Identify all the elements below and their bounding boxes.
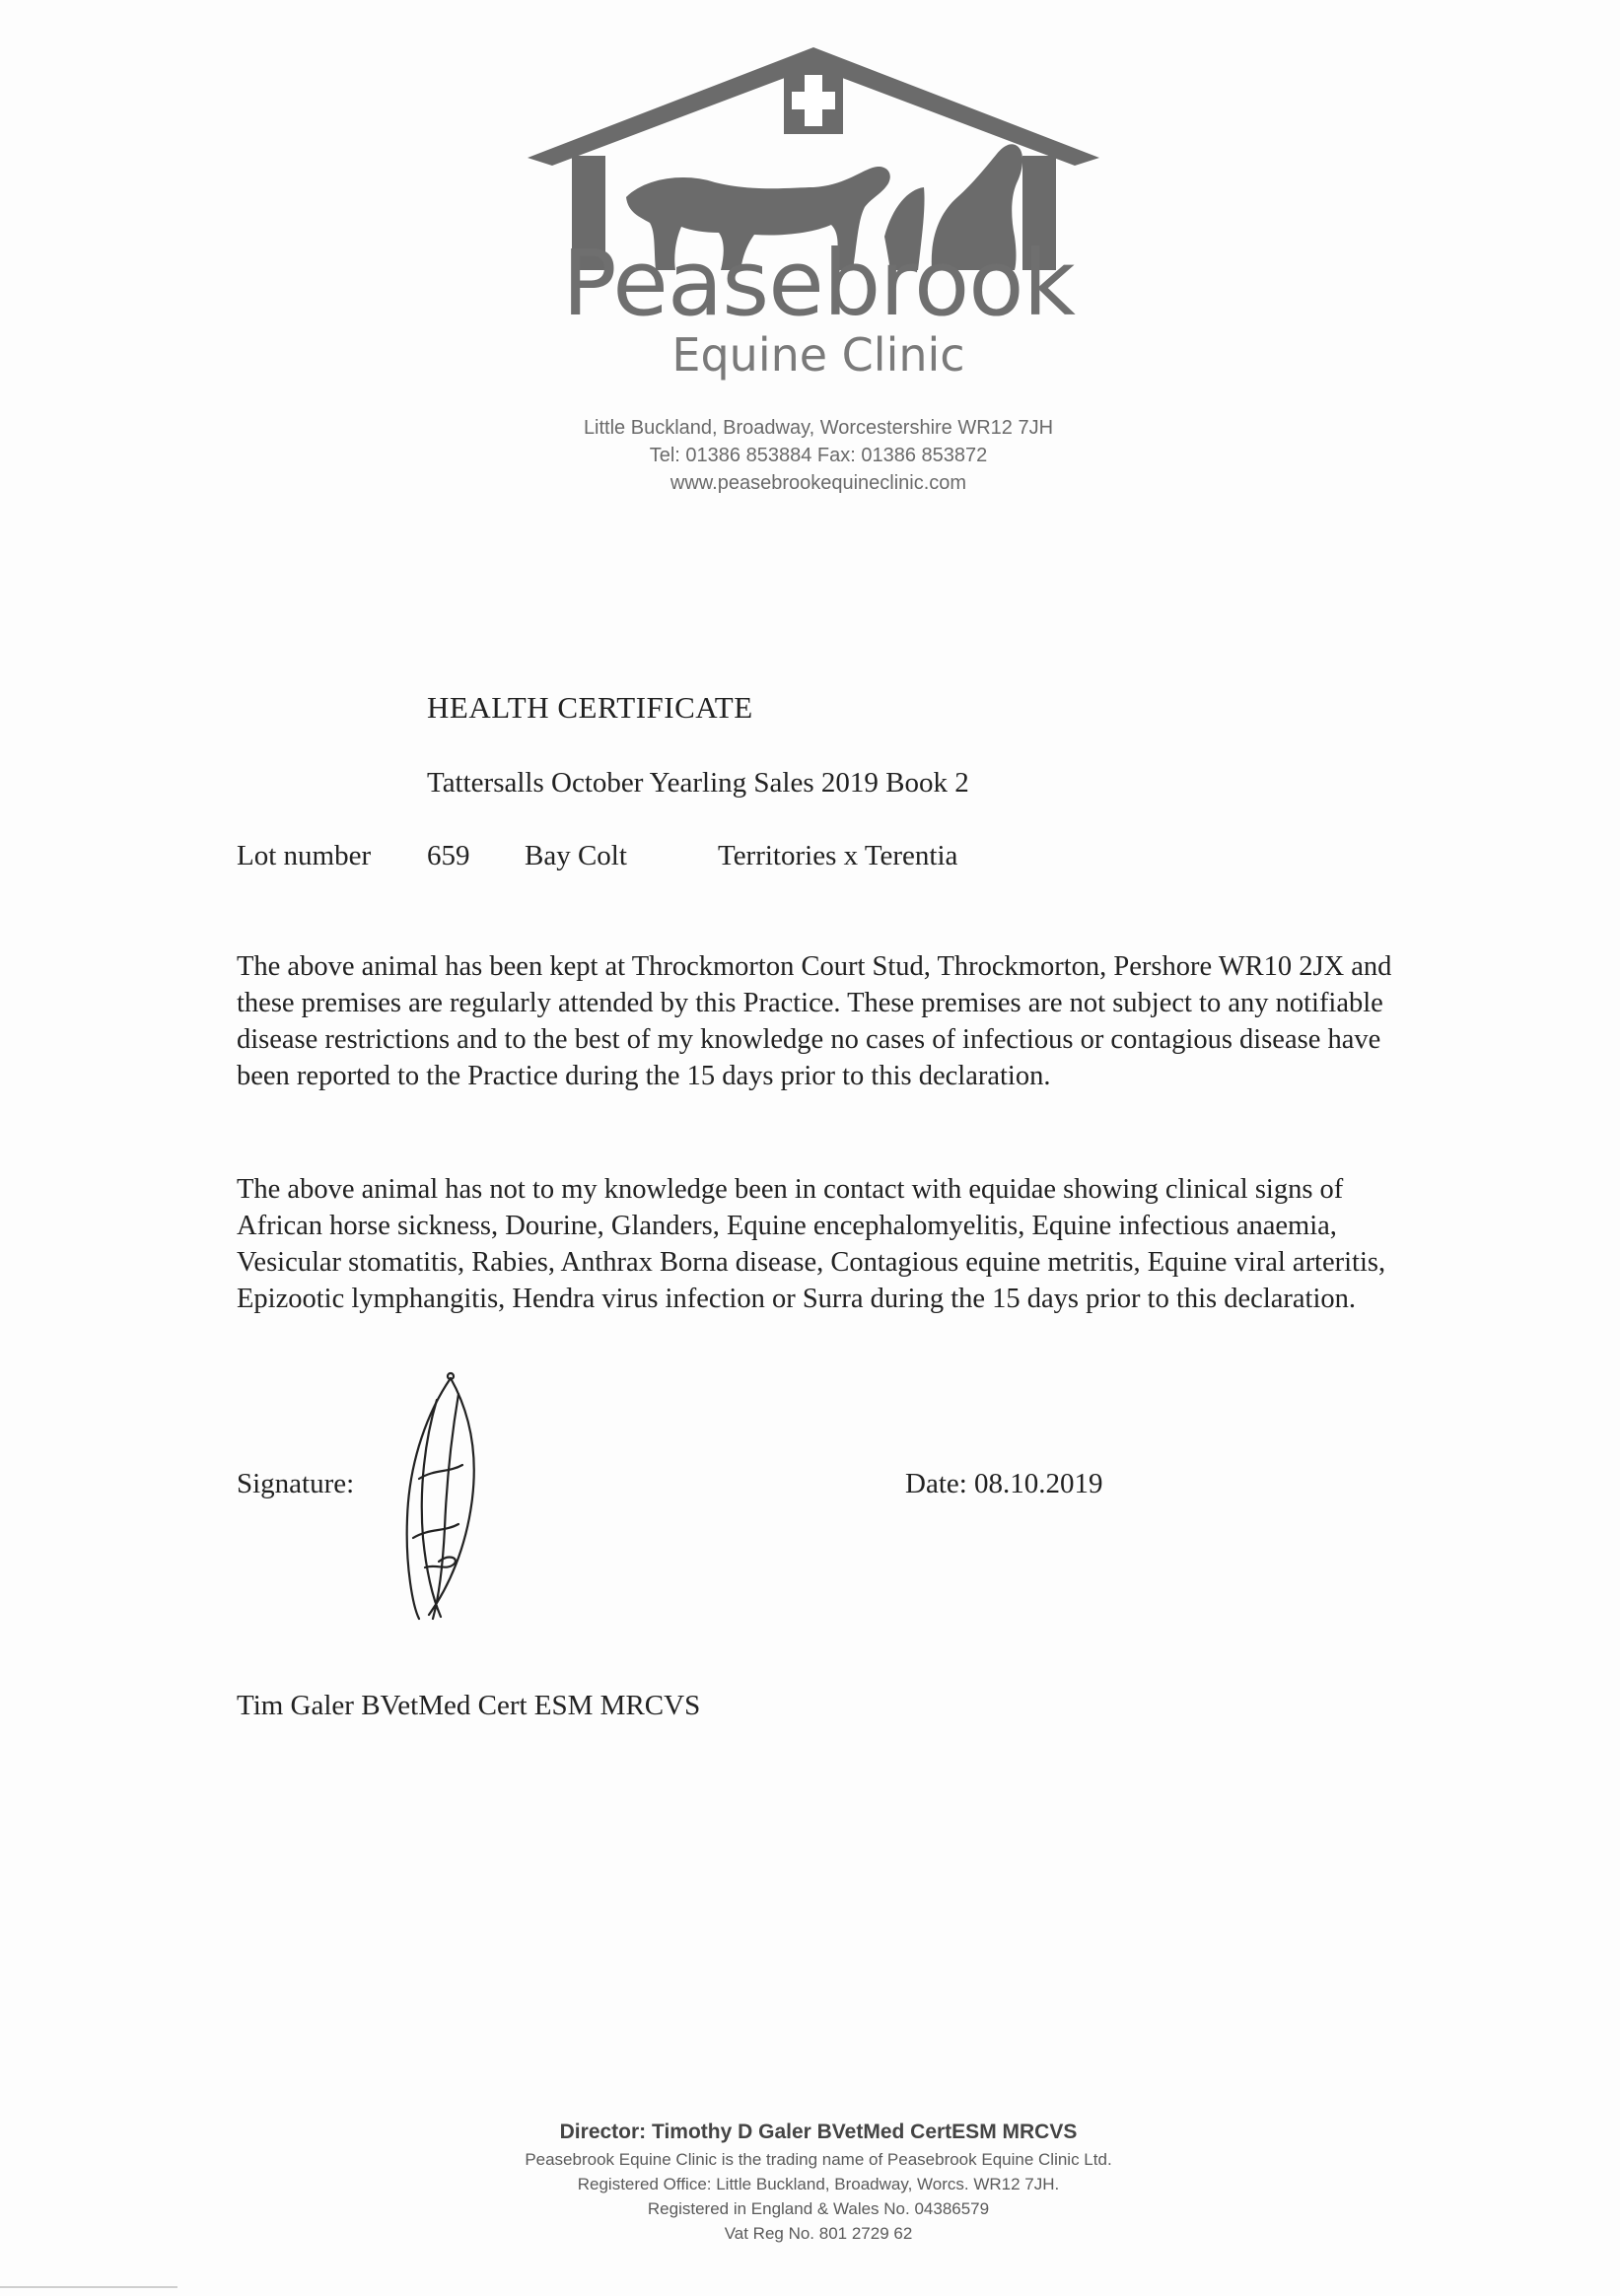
lot-number: 659	[427, 840, 470, 871]
footer-vat-number: Vat Reg No. 801 2729 62	[724, 2224, 913, 2243]
signature-label: Signature:	[237, 1468, 355, 1499]
veterinarian-name: Tim Galer BVetMed Cert ESM MRCVS	[237, 1690, 701, 1721]
footer-registration-number: Registered in England & Wales No. 04386579	[647, 2199, 990, 2218]
lot-description: Bay Colt	[525, 840, 627, 871]
letterhead-address-block	[473, 414, 1163, 497]
footer-trading-name: Peasebrook Equine Clinic is the trading name of Peasebrook Equine Clinic Ltd.	[525, 2150, 1112, 2169]
certificate-date: Date: 08.10.2019	[905, 1468, 1103, 1499]
footer-director: Director: Timothy D Galer BVetMed CertESM MRCVS	[559, 2121, 1078, 2143]
footer-block	[325, 2118, 1311, 2246]
footer-registered-office: Registered Office: Little Buckland, Broadway, Worcs. WR12 7JH.	[577, 2175, 1060, 2193]
clinic-website: www.peasebrookequineclinic.com	[669, 472, 967, 494]
handwritten-signature-icon	[389, 1370, 498, 1627]
lot-breeding: Territories x Terentia	[718, 840, 958, 871]
brand-subtitle: Equine Clinic	[671, 328, 965, 382]
clinic-address: Little Buckland, Broadway, Worcestershire WR12 7JH	[583, 417, 1054, 439]
certificate-title: HEALTH CERTIFICATE	[427, 690, 753, 725]
brand-name: Peasebrook	[562, 231, 1075, 336]
lot-row	[237, 838, 1321, 877]
lot-label: Lot number	[237, 840, 372, 871]
disease-contact-declaration-paragraph: The above animal has not to my knowledge been in contact with equidae showing clinical signs of African horse sickness, Dourine, Glanders, Equine encephalomyelitis, Equine infectious anaemia, Vesicular stomatitis, Rabies, Anthrax Borna disease, Contagious equine metritis, Equine viral arteritis, Epizootic lymphangitis, Hendra virus infection or Surra during the 15 days prior to this declaration.	[237, 1174, 1386, 1314]
clinic-phone-fax: Tel: 01386 853884 Fax: 01386 853872	[649, 445, 988, 466]
sale-name: Tattersalls October Yearling Sales 2019 Book 2	[427, 767, 969, 799]
scan-edge-divider	[0, 2286, 177, 2288]
premises-declaration-paragraph: The above animal has been kept at Throckmorton Court Stud, Throckmorton, Pershore WR10 2JX and these premises are regularly attended by this Practice. These premises are not subject to any notifiable disease restrictions and to the best of my knowledge no cases of infectious or contagious disease have been reported to the Practice during the 15 days prior to this declaration.	[237, 951, 1392, 1091]
